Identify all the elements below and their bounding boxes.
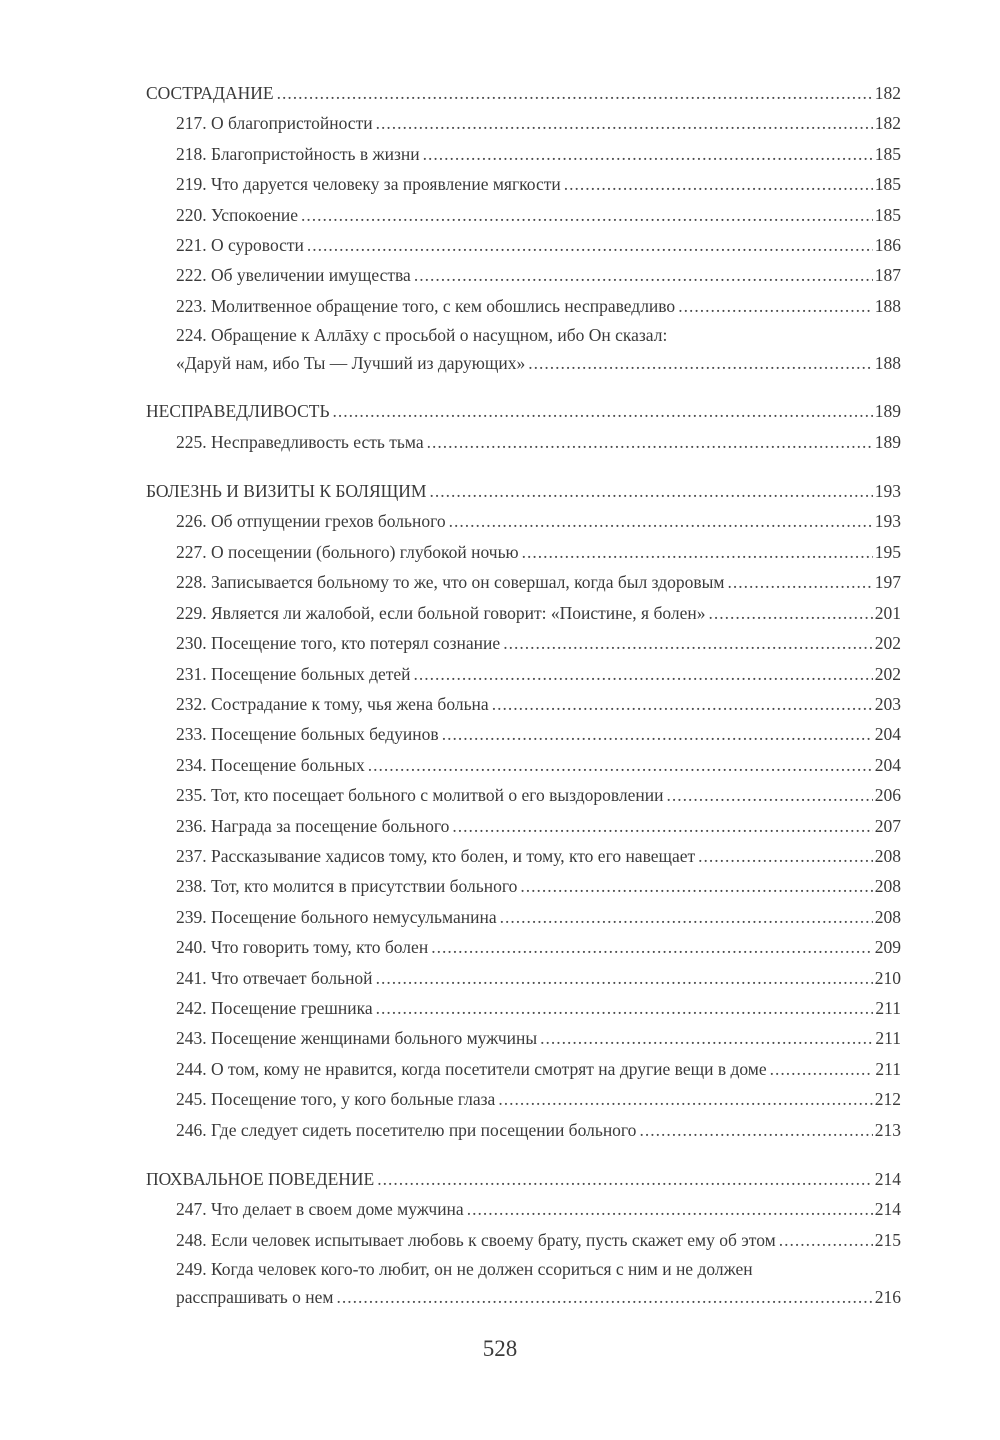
dot-leader — [770, 1054, 874, 1084]
page-number: 216 — [874, 1287, 901, 1308]
toc-entry — [146, 291, 901, 321]
dot-leader — [498, 1084, 872, 1114]
dot-leader — [520, 871, 872, 901]
entry-title: 219. Что даруется человеку за проявление мягкости — [176, 174, 561, 195]
dot-leader — [368, 750, 873, 780]
entry-title: 241. Что отвечает больной — [176, 967, 373, 988]
entry-title: 234. Посещение больных — [176, 754, 365, 775]
entry-title: 246. Где следует сидеть посетителю при посещении больного — [176, 1119, 637, 1140]
dot-leader — [333, 396, 873, 426]
page-number: 210 — [874, 967, 901, 988]
toc-entry — [146, 871, 901, 901]
toc-entry — [146, 841, 901, 871]
toc-entry — [146, 932, 901, 962]
toc-entry — [146, 719, 901, 749]
toc-entry — [146, 200, 901, 230]
page-number: 207 — [874, 815, 901, 836]
dot-leader — [307, 230, 873, 260]
entry-title: 239. Посещение больного немусульманина — [176, 906, 497, 927]
section-heading — [146, 396, 901, 426]
entry-title: 245. Посещение того, у кого больные глаза — [176, 1089, 496, 1110]
toc-entry — [146, 963, 901, 993]
folio-page-number: 528 — [482, 1336, 518, 1361]
toc-entry — [146, 659, 901, 689]
dot-leader — [779, 1225, 873, 1255]
entry-title: 237. Рассказывание хадисов тому, кто болен, и тому, кто его навещает — [176, 845, 696, 866]
page-number: 208 — [874, 906, 901, 927]
entry-title-line-2: «Даруй нам, ибо Ты — Лучший из дарующих» — [176, 353, 526, 374]
toc-entry — [146, 427, 901, 457]
page-number: 204 — [874, 754, 901, 775]
toc-entry — [146, 780, 901, 810]
toc-entry — [146, 1225, 901, 1255]
page-number: 185 — [874, 143, 901, 164]
toc-entry — [146, 1023, 901, 1053]
entry-title: 221. О суровости — [176, 235, 304, 256]
page-number: 211 — [875, 1028, 901, 1049]
dot-leader — [500, 902, 873, 932]
dot-leader — [336, 1283, 872, 1311]
entry-title: 218. Благопристойность в жизни — [176, 143, 420, 164]
dot-leader — [492, 689, 873, 719]
dot-leader — [727, 567, 872, 597]
page-number: 187 — [874, 265, 901, 286]
dot-leader — [414, 659, 873, 689]
entry-title: 231. Посещение больных детей — [176, 663, 411, 684]
entry-title-line-2: расспрашивать о нем — [176, 1287, 334, 1308]
toc-entry — [146, 902, 901, 932]
toc-entry — [146, 506, 901, 536]
page-number: 197 — [874, 572, 901, 593]
page-number: 204 — [874, 724, 901, 745]
entry-title: 225. Несправедливость есть тьма — [176, 431, 424, 452]
page-number: 201 — [874, 602, 901, 623]
toc-entry — [146, 993, 901, 1023]
dot-leader — [522, 537, 873, 567]
page-number: 193 — [874, 511, 901, 532]
toc-entry-multiline — [146, 321, 901, 377]
toc-entry — [146, 628, 901, 658]
entry-title-line-1: 224. Обращение к Аллāху с просьбой о насущном, ибо Он сказал: — [176, 325, 668, 346]
entry-title-line-1: 249. Когда человек кого-то любит, он не должен ссориться с ним и не должен — [176, 1259, 753, 1280]
page-number: 182 — [874, 113, 901, 134]
entry-title: 229. Является ли жалобой, если больной говорит: «Поистине, я болен» — [176, 602, 706, 623]
entry-title: 222. Об увеличении имущества — [176, 265, 411, 286]
entry-title: 235. Тот, кто посещает больного с молитвой о его выздоровлении — [176, 785, 664, 806]
toc-entry — [146, 1115, 901, 1145]
page-number: 206 — [874, 785, 901, 806]
toc-entry — [146, 1194, 901, 1224]
dot-leader — [564, 169, 873, 199]
entry-title: 228. Записывается больному то же, что он совершал, когда был здоровым — [176, 572, 725, 593]
dot-leader — [431, 932, 873, 962]
entry-title: 223. Молитвенное обращение того, с кем обошлись несправедливо — [176, 295, 676, 316]
dot-leader — [528, 349, 873, 377]
toc-entry — [146, 689, 901, 719]
toc-section-compassion — [146, 78, 901, 377]
entry-title: 232. Сострадание к тому, чья жена больна — [176, 693, 489, 714]
page-number: 211 — [875, 997, 901, 1018]
toc-entry — [146, 230, 901, 260]
page-number: 189 — [874, 431, 901, 452]
dot-leader — [639, 1115, 872, 1145]
toc-entry — [146, 108, 901, 138]
dot-leader — [667, 780, 873, 810]
entry-title: 220. Успокоение — [176, 204, 299, 225]
dot-leader — [376, 963, 873, 993]
page-number: 195 — [874, 541, 901, 562]
toc-section-good-conduct — [146, 1164, 901, 1311]
entry-title-line-2-row — [176, 349, 901, 377]
page-number: 209 — [874, 937, 901, 958]
dot-leader — [678, 291, 873, 321]
toc-section-illness — [146, 476, 901, 1145]
entry-title: 242. Посещение грешника — [176, 997, 373, 1018]
page-number: 208 — [874, 845, 901, 866]
page-number: 211 — [875, 1058, 901, 1079]
page-number: 214 — [874, 1169, 901, 1189]
dot-leader — [698, 841, 873, 871]
dot-leader — [430, 476, 873, 506]
section-heading — [146, 78, 901, 108]
page-number: 185 — [874, 174, 901, 195]
section-title: НЕСПРАВЕДЛИВОСТЬ — [146, 401, 330, 422]
entry-title: 227. О посещении (больного) глубокой ночью — [176, 541, 519, 562]
toc-entry — [146, 1054, 901, 1084]
section-heading — [146, 1164, 901, 1194]
page-number: 185 — [874, 204, 901, 225]
toc-section-injustice — [146, 396, 901, 457]
entry-title: 233. Посещение больных бедуинов — [176, 724, 439, 745]
toc-entry — [146, 750, 901, 780]
toc-entry — [146, 598, 901, 628]
dot-leader — [423, 139, 873, 169]
dot-leader — [709, 598, 873, 628]
dot-leader — [503, 628, 873, 658]
toc-entry — [146, 567, 901, 597]
dot-leader — [277, 78, 873, 108]
entry-title-line-2-row — [176, 1283, 901, 1311]
toc-entry — [146, 1084, 901, 1114]
entry-title: 248. Если человек испытывает любовь к своему брату, пусть скажет ему об этом — [176, 1229, 776, 1250]
dot-leader — [376, 108, 873, 138]
page-number: 189 — [874, 401, 901, 422]
page-number: 182 — [874, 83, 901, 103]
dot-leader — [301, 200, 873, 230]
entry-title: 244. О том, кому не нравится, когда посетители смотрят на другие вещи в доме — [176, 1058, 767, 1079]
entry-title: 247. Что делает в своем доме мужчина — [176, 1199, 464, 1220]
entry-title: 236. Награда за посещение больного — [176, 815, 450, 836]
page-number: 193 — [874, 481, 901, 502]
table-of-contents — [146, 78, 901, 1330]
page-number: 202 — [874, 633, 901, 654]
dot-leader — [376, 993, 874, 1023]
section-title: ПОХВАЛЬНОЕ ПОВЕДЕНИЕ — [146, 1169, 375, 1189]
toc-entry-multiline — [146, 1255, 901, 1311]
page-number: 215 — [874, 1229, 901, 1250]
entry-title: 238. Тот, кто молится в присутствии больного — [176, 876, 518, 897]
dot-leader — [427, 427, 873, 457]
dot-leader — [414, 260, 873, 290]
page-number: 186 — [874, 235, 901, 256]
entry-title: 217. О благопристойности — [176, 113, 373, 134]
dot-leader — [442, 719, 873, 749]
dot-leader — [449, 506, 873, 536]
section-title: БОЛЕЗНЬ И ВИЗИТЫ К БОЛЯЩИМ — [146, 481, 427, 502]
dot-leader — [452, 811, 872, 841]
toc-entry — [146, 169, 901, 199]
entry-title: 243. Посещение женщинами больного мужчины — [176, 1028, 538, 1049]
page-number: 212 — [874, 1089, 901, 1110]
entry-title: 240. Что говорить тому, кто болен — [176, 937, 429, 958]
dot-leader — [540, 1023, 873, 1053]
entry-title: 226. Об отпущении грехов больного — [176, 511, 446, 532]
dot-leader — [467, 1194, 873, 1224]
toc-entry — [146, 139, 901, 169]
entry-title: 230. Посещение того, кто потерял сознание — [176, 633, 501, 654]
section-heading — [146, 476, 901, 506]
page-number: 208 — [874, 876, 901, 897]
page-number: 188 — [874, 295, 901, 316]
page-number: 202 — [874, 663, 901, 684]
toc-entry — [146, 260, 901, 290]
toc-entry — [146, 537, 901, 567]
page-number: 188 — [874, 353, 901, 374]
page-number: 213 — [874, 1119, 901, 1140]
dot-leader — [377, 1164, 873, 1194]
page-number: 214 — [874, 1199, 901, 1220]
toc-entry — [146, 811, 901, 841]
section-title: СОСТРАДАНИЕ — [146, 83, 274, 103]
page-number: 203 — [874, 693, 901, 714]
